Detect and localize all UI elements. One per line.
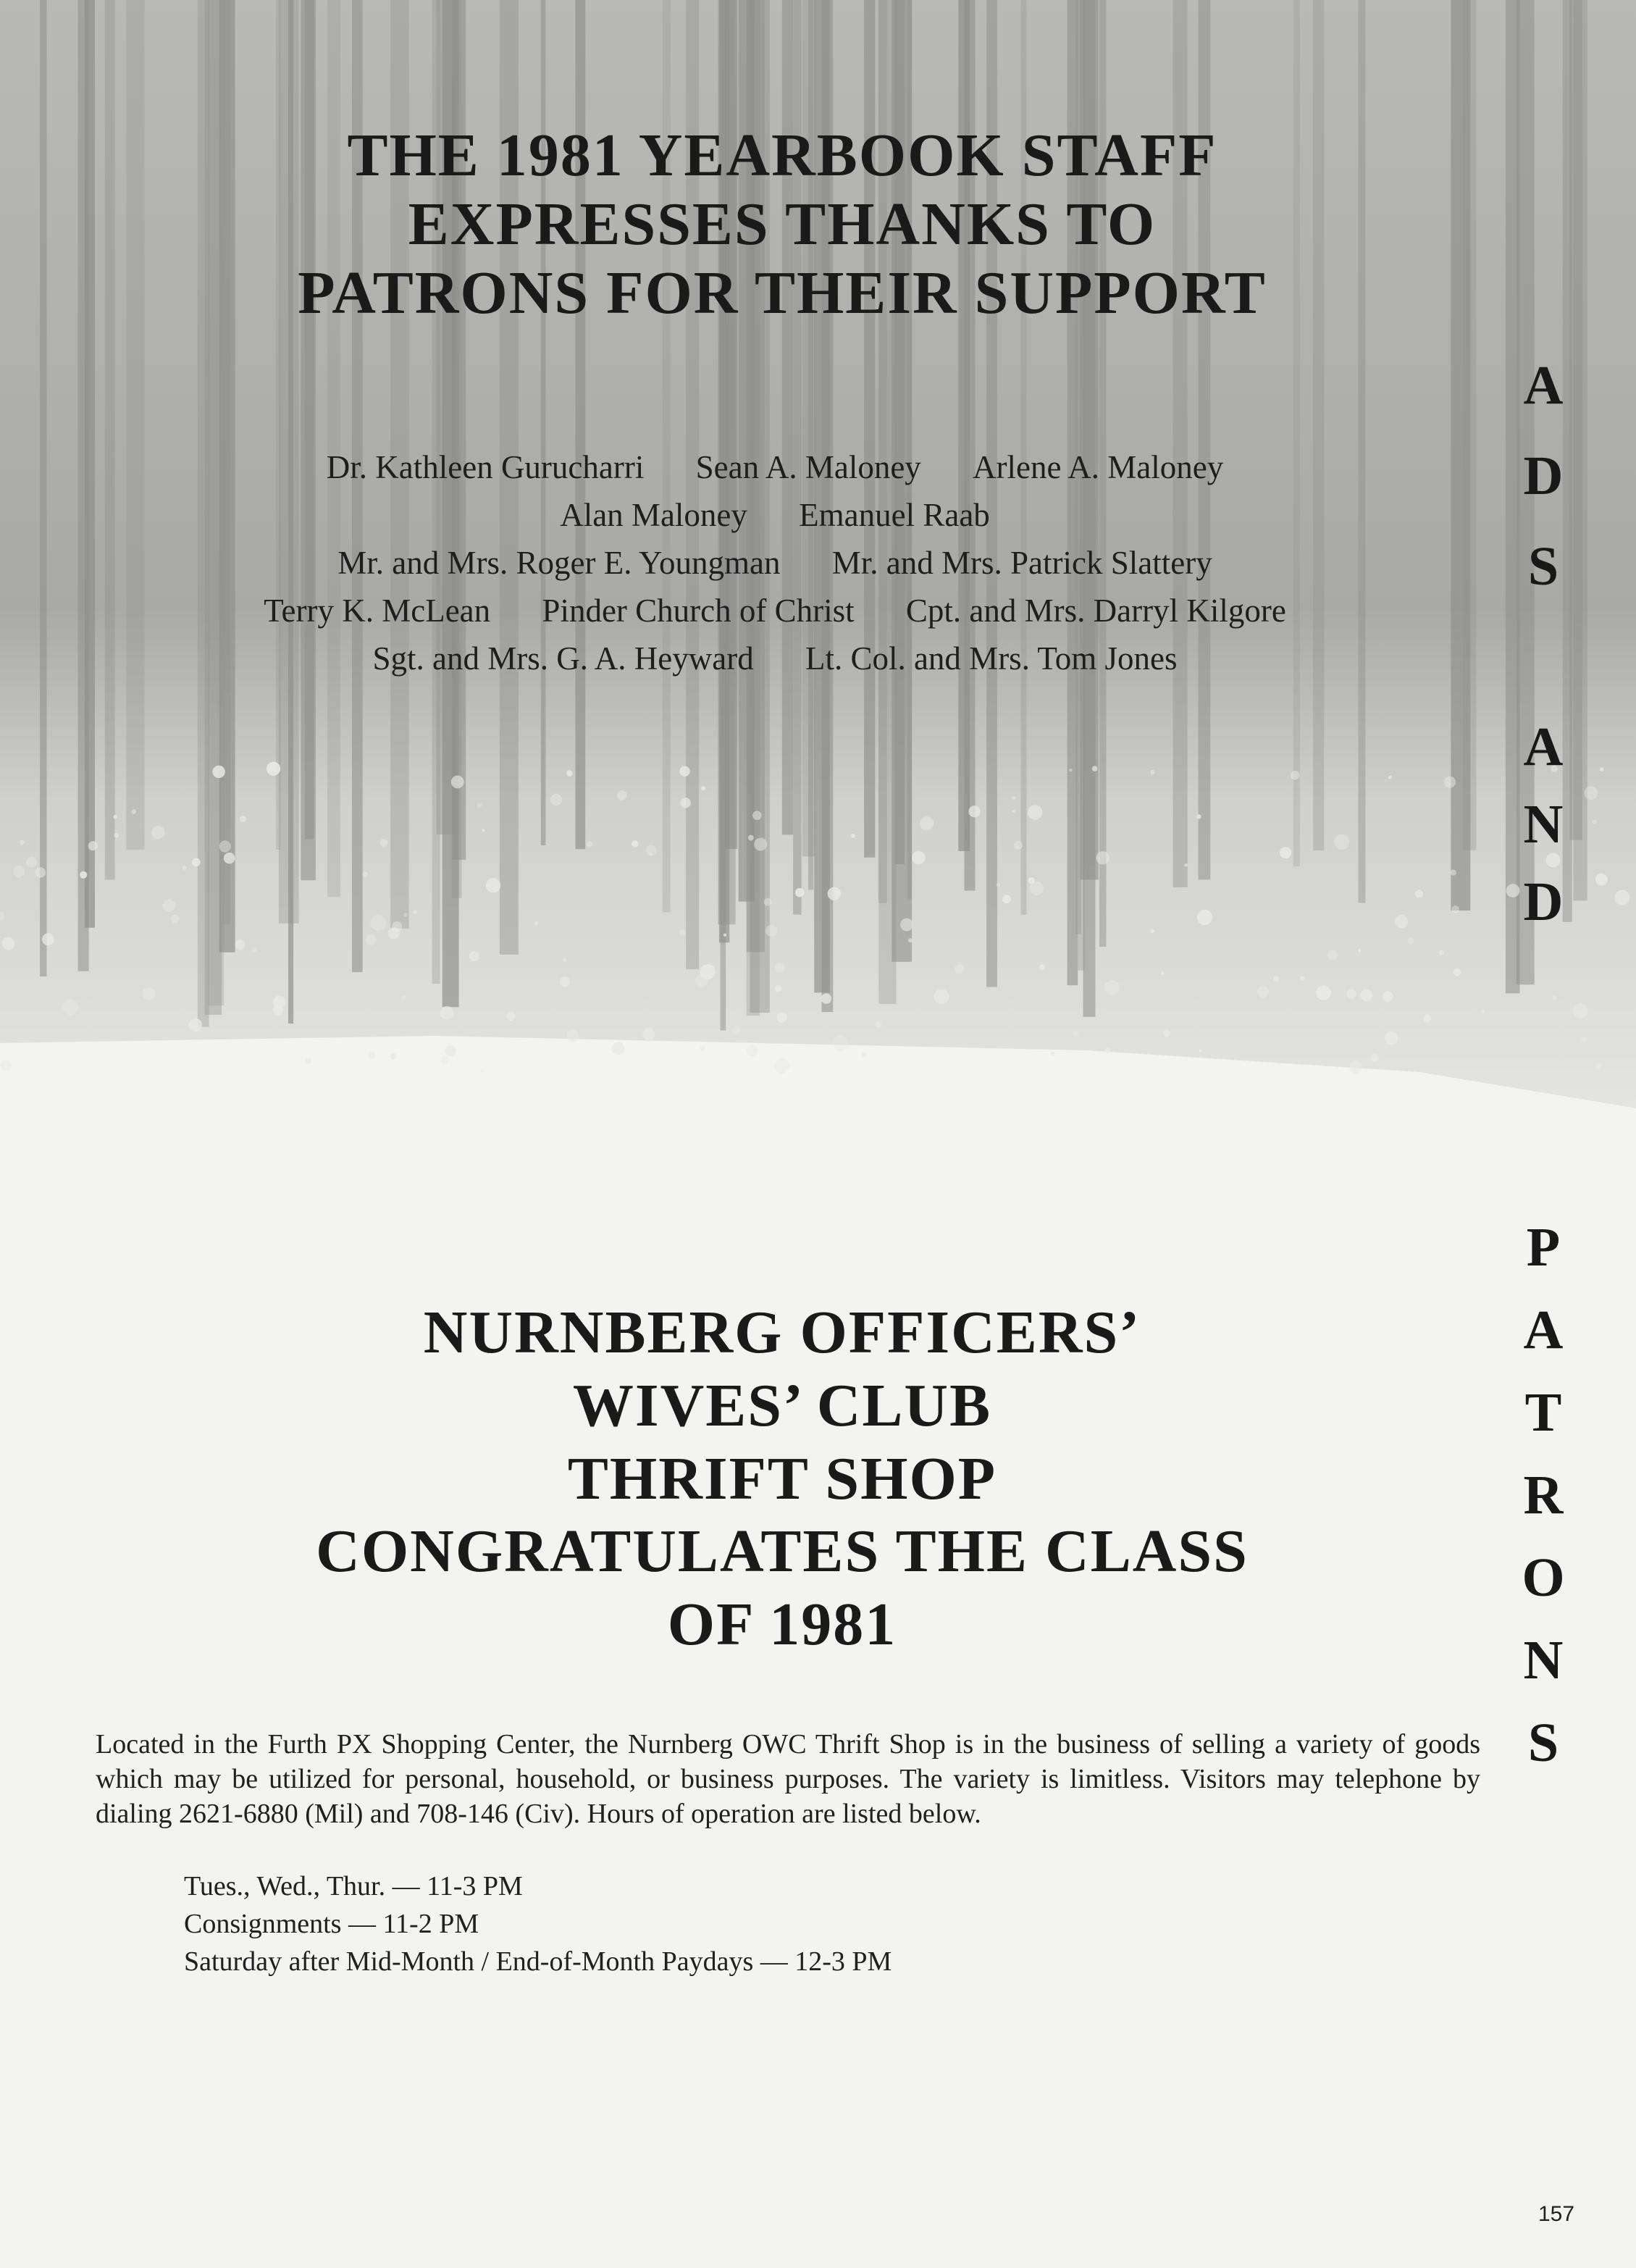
snow-patch	[997, 883, 1001, 887]
snow-patch	[413, 910, 417, 914]
patron-name: Pinder Church of Christ	[542, 593, 855, 629]
snow-patch	[912, 851, 926, 865]
thrift-headline-line: NURNBERG OFFICERS’	[423, 1299, 1141, 1366]
snow-patch	[113, 815, 117, 819]
snow-patch	[267, 762, 280, 776]
snow-patch	[1395, 915, 1408, 928]
snow-patch	[1104, 980, 1119, 995]
snow-patch	[1092, 766, 1098, 771]
snow-patch	[821, 993, 831, 1003]
snow-patch	[851, 834, 855, 838]
snow-patch	[451, 776, 464, 789]
snow-patch	[1453, 968, 1461, 976]
side-heading-and	[1511, 708, 1576, 941]
snow-patch	[1316, 985, 1331, 1000]
snow-patch	[1280, 847, 1291, 858]
snow-patch	[88, 841, 98, 850]
snow-patch	[151, 826, 164, 839]
snow-patch	[700, 1045, 705, 1050]
snow-patch	[1388, 776, 1392, 779]
snow-patch	[162, 900, 175, 913]
snow-patch	[370, 915, 386, 931]
side-letter: N	[1523, 1630, 1564, 1691]
snow-patch	[183, 866, 187, 870]
snow-patch	[1184, 863, 1188, 867]
snow-patch	[404, 913, 408, 916]
patrons-row	[87, 587, 1463, 635]
snow-patch	[1291, 771, 1299, 779]
patron-name: Dr. Kathleen Gurucharri	[326, 449, 645, 485]
thanks-headline-line: THE 1981 YEARBOOK STAFF	[347, 122, 1217, 189]
snow-patch	[1361, 989, 1372, 1001]
patron-name: Mr. and Mrs. Roger E. Youngman	[337, 545, 781, 581]
snow-patch	[1593, 820, 1597, 824]
side-letter: A	[1523, 355, 1564, 416]
patrons-row	[87, 443, 1463, 491]
snow-patch	[1300, 976, 1304, 981]
snow-patch	[1595, 874, 1608, 886]
side-letter: P	[1526, 1217, 1561, 1278]
snow-patch	[1012, 810, 1015, 813]
patrons-row	[87, 539, 1463, 587]
thanks-headline-line: PATRONS FOR THEIR SUPPORT	[298, 259, 1267, 327]
snow-patch	[20, 840, 24, 845]
patrons-row	[87, 635, 1463, 682]
snow-patch	[747, 1045, 758, 1056]
snow-patch	[507, 1012, 516, 1021]
hours-item: Consignments — 11-2 PM	[184, 1909, 479, 1939]
snow-patch	[587, 841, 592, 847]
snow-patch	[1439, 950, 1444, 955]
snow-patch	[632, 840, 639, 848]
side-heading-patrons	[1511, 1206, 1576, 1784]
side-letter: D	[1523, 445, 1564, 506]
snow-patch	[171, 915, 180, 924]
snow-patch	[1028, 805, 1042, 819]
snow-patch	[368, 1052, 375, 1059]
snow-patch	[13, 866, 25, 878]
snow-patch	[362, 871, 368, 877]
patron-name: Emanuel Raab	[799, 497, 990, 533]
hours-list	[184, 1867, 892, 1980]
snow-patch	[380, 839, 388, 847]
patron-name: Mr. and Mrs. Patrick Slattery	[831, 545, 1212, 581]
snow-patch	[1424, 1015, 1432, 1023]
snow-patch	[566, 770, 573, 777]
snow-patch	[35, 867, 46, 877]
snow-patch	[482, 829, 485, 832]
thrift-shop-headline	[246, 1297, 1318, 1662]
snow-patch	[480, 1070, 483, 1073]
snow-patch	[1334, 834, 1349, 850]
thanks-headline-line: EXPRESSES THANKS TO	[408, 190, 1157, 258]
thrift-headline-line: WIVES’ CLUB	[572, 1371, 992, 1439]
snow-patch	[1, 1060, 12, 1071]
snow-patch	[1197, 910, 1212, 925]
snow-patch	[1481, 1010, 1485, 1013]
tree-trunk	[105, 0, 115, 880]
snow-patch	[1581, 1037, 1587, 1042]
snow-patch	[143, 987, 155, 1000]
snow-patch	[1096, 851, 1109, 864]
snow-patch	[1371, 1054, 1379, 1062]
snow-patch	[900, 919, 913, 932]
hours-item: Saturday after Mid-Month / End-of-Month Paydays — 12-3 PM	[184, 1946, 892, 1977]
snow-patch	[617, 790, 626, 800]
snow-patch	[1104, 1048, 1109, 1053]
snow-patch	[1051, 1052, 1055, 1056]
side-letter: O	[1522, 1547, 1565, 1608]
snow-patch	[63, 1000, 79, 1016]
snow-patch	[679, 766, 689, 777]
side-letter: R	[1523, 1465, 1564, 1526]
snow-patch	[1451, 870, 1456, 876]
snow-patch	[469, 951, 479, 961]
snow-patch	[1584, 786, 1598, 800]
snow-patch	[776, 1012, 786, 1022]
snow-patch	[764, 898, 772, 906]
snow-patch	[1347, 989, 1356, 998]
snow-patch	[1030, 882, 1044, 895]
snow-patch	[1600, 767, 1604, 771]
snow-patch	[754, 838, 767, 851]
snow-patch	[701, 786, 705, 790]
side-heading-ads	[1511, 340, 1576, 612]
snow-patch	[775, 963, 784, 972]
snow-patch	[192, 858, 201, 867]
snow-patch	[1553, 996, 1557, 1000]
snow-patch	[612, 1042, 625, 1055]
patron-name: Arlene A. Maloney	[973, 449, 1224, 485]
snow-patch	[273, 996, 286, 1009]
snow-patch	[2, 937, 15, 950]
thrift-headline-line: CONGRATULATES THE CLASS	[316, 1518, 1249, 1586]
snow-patch	[1614, 890, 1629, 905]
snow-patch	[934, 989, 949, 1004]
hours-item: Tues., Wed., Thur. — 11-3 PM	[184, 1871, 523, 1901]
snow-patch	[1199, 1050, 1202, 1053]
snow-patch	[1273, 976, 1279, 982]
snow-patch	[1573, 1003, 1588, 1018]
tree-trunk	[126, 0, 144, 850]
snow-patch	[1073, 1031, 1078, 1037]
side-letter: D	[1523, 871, 1564, 932]
thanks-headline	[217, 122, 1347, 328]
snow-patch	[1349, 1061, 1362, 1074]
snow-patch	[752, 811, 762, 821]
snow-patch	[388, 927, 400, 939]
snow-patch	[920, 816, 934, 830]
snow-patch	[235, 940, 246, 950]
snow-patch	[731, 1026, 740, 1035]
snow-patch	[955, 964, 964, 974]
side-letter: S	[1527, 1712, 1559, 1773]
snow-patch	[486, 878, 500, 892]
snow-patch	[1444, 777, 1456, 788]
snow-patch	[642, 1028, 655, 1040]
snow-patch	[968, 805, 980, 817]
snow-patch	[832, 1035, 847, 1050]
snow-patch	[1014, 841, 1023, 850]
thrift-headline-line: THRIFT SHOP	[567, 1444, 997, 1512]
snow-patch	[26, 857, 37, 868]
snow-patch	[1451, 905, 1459, 913]
snow-patch	[188, 1018, 202, 1032]
snow-patch	[1407, 938, 1414, 945]
snow-patch	[440, 1006, 454, 1020]
snow-patch	[748, 835, 754, 841]
side-letter: N	[1523, 794, 1564, 855]
snow-patch	[1151, 929, 1155, 933]
snow-patch	[1415, 890, 1423, 898]
snow-patch	[440, 1055, 449, 1064]
snow-patch	[795, 888, 804, 897]
snow-patch	[908, 938, 913, 942]
patron-name: Lt. Col. and Mrs. Tom Jones	[805, 640, 1178, 677]
snow-patch	[131, 809, 136, 814]
side-letter: A	[1523, 716, 1564, 777]
snow-patch	[212, 766, 225, 778]
patron-name: Alan Maloney	[560, 497, 747, 533]
snow-patch	[1595, 1064, 1602, 1071]
snow-patch	[862, 1053, 866, 1057]
snow-patch	[563, 958, 567, 962]
patrons-row	[87, 491, 1463, 539]
thrift-headline-line: OF 1981	[667, 1591, 897, 1659]
snow-patch	[1039, 964, 1044, 969]
snow-patch	[445, 1045, 456, 1056]
snow-patch	[390, 1053, 396, 1059]
snow-patch	[875, 1021, 881, 1028]
side-letter: T	[1524, 1382, 1562, 1443]
snow-patch	[560, 977, 570, 987]
snow-patch	[1257, 986, 1269, 997]
snow-patch	[1358, 949, 1362, 953]
tree-trunk	[40, 0, 46, 976]
thrift-shop-description: Located in the Furth PX Shopping Center, the Nurnberg OWC Thrift Shop is in the business of selling a variety of goods which may be utilized for personal, household, or business purposes. The variety is limitless. Visitors may telephone by dialing 2621-6880 (Mil) and 708-146 (Civ). Hours of operation are listed below.	[96, 1729, 1480, 1829]
patrons-list	[87, 443, 1463, 682]
patron-name: Sean A. Maloney	[695, 449, 921, 485]
snow-patch	[224, 853, 235, 864]
snow-patch	[252, 947, 256, 952]
snow-patch	[240, 816, 246, 822]
snow-patch	[774, 1058, 789, 1073]
snow-patch	[695, 975, 708, 988]
snow-patch	[402, 995, 406, 1000]
snow-patch	[477, 803, 482, 808]
snow-patch	[1069, 769, 1072, 771]
snow-patch	[534, 921, 538, 925]
snow-patch	[219, 840, 231, 852]
patron-name: Terry K. McLean	[264, 593, 491, 629]
snow-patch	[114, 833, 119, 838]
snow-patch	[1012, 796, 1016, 800]
snow-patch	[1150, 770, 1154, 774]
snow-patch	[1161, 971, 1165, 975]
snow-patch	[1385, 1032, 1398, 1045]
snow-patch	[550, 794, 562, 805]
snow-patch	[679, 929, 685, 935]
snow-patch	[828, 887, 841, 900]
snow-patch	[305, 1058, 311, 1064]
snow-patch	[775, 985, 781, 992]
patron-name: Sgt. and Mrs. G. A. Heyward	[372, 640, 754, 677]
snow-patch	[566, 1029, 579, 1042]
snow-patch	[723, 934, 726, 937]
snow-patch	[681, 798, 691, 808]
snow-patch	[646, 845, 657, 856]
snow-patch	[1383, 991, 1393, 1001]
patron-name: Cpt. and Mrs. Darryl Kilgore	[905, 593, 1286, 629]
snow-patch	[765, 925, 777, 937]
snow-patch	[1163, 1029, 1170, 1037]
snow-patch	[1327, 950, 1338, 960]
snow-patch	[80, 871, 87, 879]
snow-patch	[1196, 814, 1201, 819]
side-letter: S	[1527, 536, 1559, 597]
side-letter: A	[1523, 1300, 1564, 1360]
snow-patch	[366, 934, 377, 945]
snow-patch	[42, 933, 54, 945]
page-number: 157	[1538, 2202, 1575, 2226]
snow-patch	[1002, 895, 1011, 903]
